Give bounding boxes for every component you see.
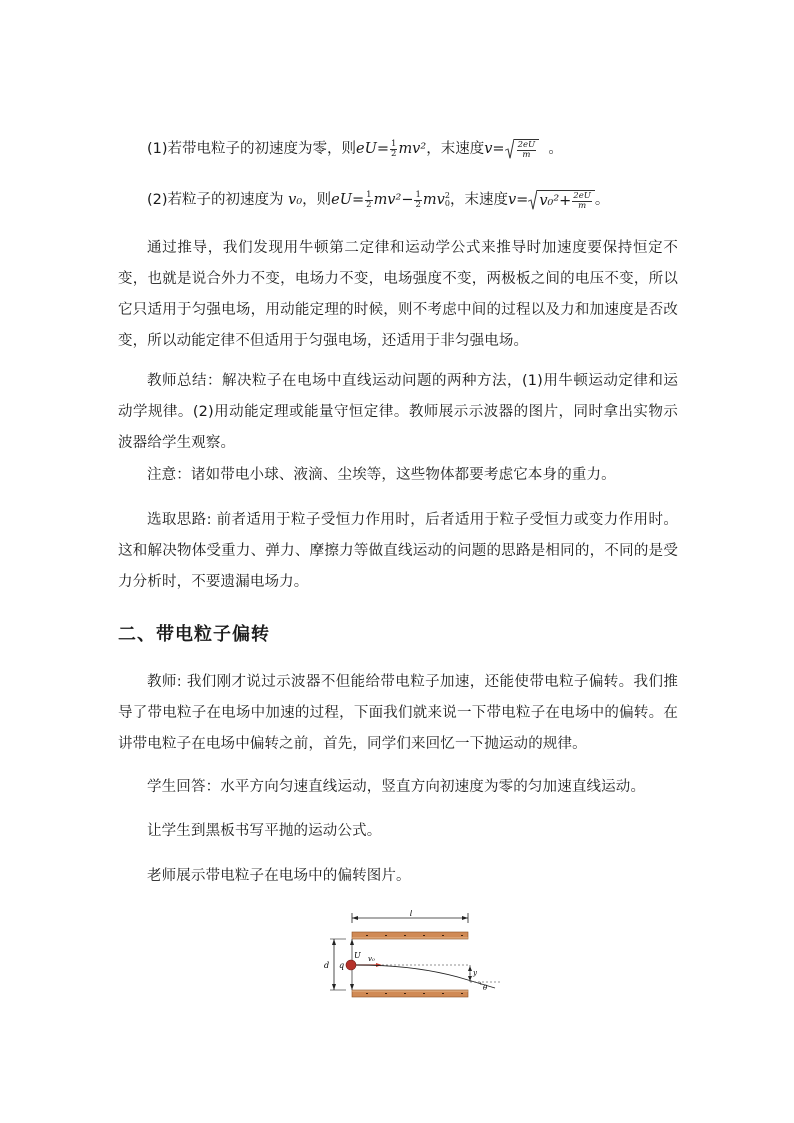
fraction-half: $\frac{1}{2}$ xyxy=(391,139,397,159)
label-q: q xyxy=(339,961,345,970)
label-v0: v₀ xyxy=(368,955,375,963)
label-U: U xyxy=(354,951,361,960)
math-mv2: mv² xyxy=(398,141,427,157)
formula-line-2: (2)若粒子的初速度为 v₀，则eU= $\frac{1}{2}$ mv²− $\frac{1}{2}$ mv 2 0 ，末速度v= v₀²+ $\frac{2eU}{m}$ 。 xyxy=(147,190,610,211)
line1-text-pre: (1)若带电粒子的初速度为零，则 xyxy=(147,141,357,157)
line2-text-pre: (2)若粒子的初速度为 xyxy=(147,192,284,208)
paragraph-derivation: 通过推导，我们发现用牛顿第二定律和运动学公式来推导时加速度要保持恒定不变，也就是说合外力不变，电场力不变，电场强度不变，两极板之间的电压不变，所以它只适用于匀强电场，用动能定理的时候，则不考虑中间的过程以及力和加速度是否改变，所以动能定律不但适用于匀强电场，还适用于非匀强电场。 xyxy=(118,240,678,349)
math-v: v xyxy=(484,141,493,157)
paragraph-blackboard: 让学生到黑板书写平抛的运动公式。 xyxy=(147,823,382,839)
arrow-down-icon xyxy=(332,984,336,990)
sqrt-2eU-over-m: $\frac{2eU}{m}$ xyxy=(505,139,540,159)
section-heading: 二、带电粒子偏转 xyxy=(118,624,270,645)
math-v0: v₀ xyxy=(288,192,303,208)
paragraph-teacher-intro: 教师: 我们刚才说过示波器不但能给带电粒子加速，还能使带电粒子偏转。我们推导了带电粒子在电场中加速的过程，下面我们就来说一下带电粒子在电场中的偏转。在讲带电粒子在电场中偏转之前，首先，同学们来回忆一下抛运动的规律。 xyxy=(118,674,678,752)
radical-sign-icon xyxy=(528,190,537,210)
line1-text-mid: ，末速度 xyxy=(426,141,485,157)
math-eU: eU xyxy=(356,141,377,157)
charged-particle xyxy=(346,960,356,970)
paragraph-selection-approach: 选取思路: 前者适用于粒子受恒力作用时，后者适用于粒子受恒力或变力作用时。这和解决物体受重力、弹力、摩擦力等做直线运动的问题的思路是相同的，不同的是受力分析时，不要遗漏电场力。 xyxy=(118,512,678,590)
formula-line-1: (1)若带电粒子的初速度为零，则eU= $\frac{1}{2}$ mv²，末速度v= $\frac{2eU}{m}$ 。 xyxy=(147,139,563,160)
label-l: l xyxy=(409,910,413,918)
label-d: d xyxy=(324,961,330,970)
paragraph-show-figure: 老师展示带电粒子在电场中的偏转图片。 xyxy=(147,868,411,884)
paragraph-note: 注意：诸如带电小球、液滴、尘埃等，这些物体都要考虑它本身的重力。 xyxy=(147,467,616,483)
deflection-diagram xyxy=(310,910,510,1010)
paragraph-student-answer: 学生回答：水平方向匀速直线运动，竖直方向初速度为零的匀加速直线运动。 xyxy=(147,779,646,795)
arrow-right-icon xyxy=(462,916,468,920)
arrow-left-icon xyxy=(352,916,358,920)
label-y: y xyxy=(473,969,477,977)
arrow-up-icon xyxy=(332,939,336,945)
radical-sign-icon xyxy=(505,139,514,159)
math-equals: = xyxy=(376,141,390,157)
sqrt-v0sq-plus-2eU-over-m: v₀²+ $\frac{2eU}{m}$ xyxy=(528,190,595,210)
paragraph-teacher-summary: 教师总结：解决粒子在电场中直线运动问题的两种方法，(1)用牛顿运动定律和运动学规律。(2)用动能定理或能量守恒定律。教师展示示波器的图片，同时拿出实物示波器给学生观察。 xyxy=(118,373,678,451)
label-theta: θ xyxy=(483,984,488,992)
